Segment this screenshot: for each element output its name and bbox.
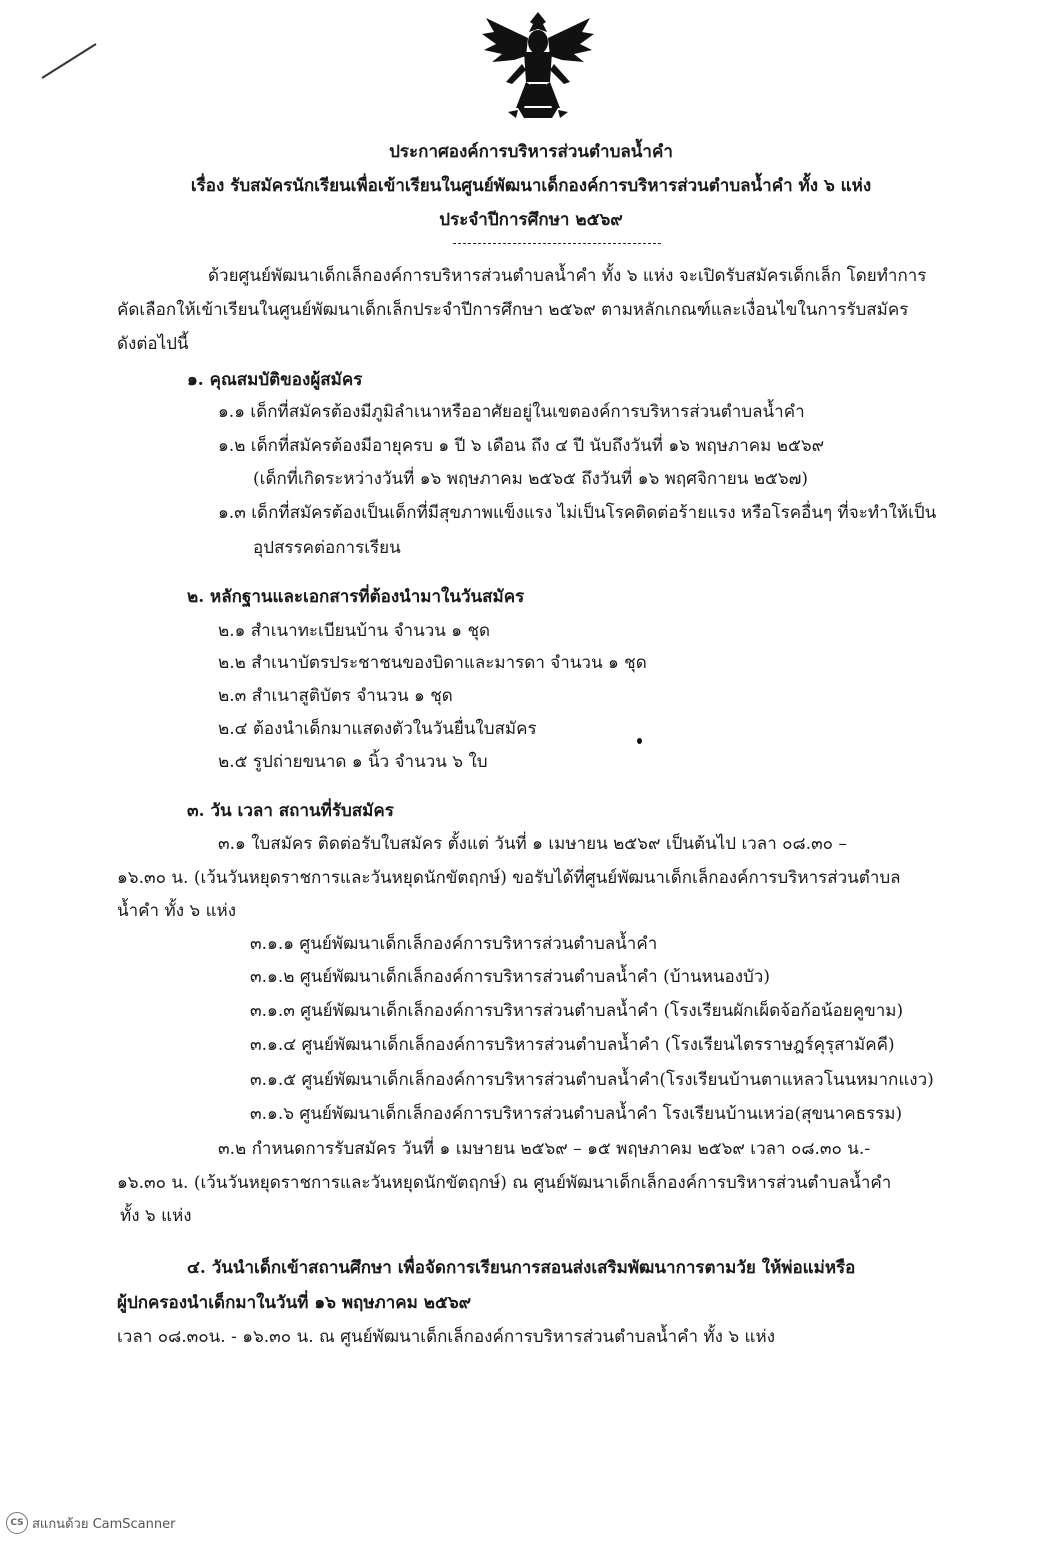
section-2-heading: ๒. หลักฐานและเอกสารที่ต้องนำมาในวันสมัคร	[187, 587, 525, 607]
section-3-p1-line: น้ำคำ ทั้ง ๖ แห่ง	[117, 901, 237, 921]
section-1-item-note: (เด็กที่เกิดระหว่างวันที่ ๑๖ พฤษภาคม ๒๕๖๕ ถึงวันที่ ๑๖ พฤศจิกายน ๒๕๖๗)	[253, 469, 809, 489]
section-1-item: ๑.๒ เด็กที่สมัครต้องมีอายุครบ ๑ ปี ๖ เดือน ถึง ๔ ปี นับถึงวันที่ ๑๖ พฤษภาคม ๒๕๖๙	[218, 436, 825, 456]
section-2-item: ๒.๕ รูปถ่ายขนาด ๑ นิ้ว จำนวน ๖ ใบ	[218, 752, 488, 772]
academic-year-line: ประจำปีการศึกษา ๒๕๖๙	[439, 210, 623, 230]
section-4-line: ๔. วันนำเด็กเข้าสถานศึกษา เพื่อจัดการเรียนการสอนส่งเสริมพัฒนาการตามวัย ให้พ่อแม่หรือ	[187, 1258, 856, 1278]
intro-line: คัดเลือกให้เข้าเรียนในศูนย์พัฒนาเด็กเล็กประจำปีการศึกษา ๒๕๖๙ ตามหลักเกณฑ์และเงื่อนไขในการรับสมัคร	[117, 300, 909, 320]
intro-line: ด้วยศูนย์พัฒนาเด็กเล็กองค์การบริหารส่วนตำบลน้ำคำ ทั้ง ๖ แห่ง จะเปิดรับสมัครเด็กเล็ก โดยทำการ	[208, 266, 927, 286]
center-item: ๓.๑.๕ ศูนย์พัฒนาเด็กเล็กองค์การบริหารส่วนตำบลน้ำคำ(โรงเรียนบ้านตาแหลวโนนหมากแงว)	[250, 1070, 934, 1090]
pen-mark	[40, 40, 100, 80]
section-3-p2-line: ๓.๒ กำหนดการรับสมัคร วันที่ ๑ เมษายน ๒๕๖๙ – ๑๕ พฤษภาคม ๒๕๖๙ เวลา ๐๘.๓๐ น.-	[218, 1139, 871, 1159]
section-1-heading: ๑. คุณสมบัติของผู้สมัคร	[187, 370, 363, 390]
center-item: ๓.๑.๒ ศูนย์พัฒนาเด็กเล็กองค์การบริหารส่วนตำบลน้ำคำ (บ้านหนองบัว)	[250, 967, 770, 987]
camscanner-logo-icon: CS	[6, 1512, 28, 1534]
announcement-title: ประกาศองค์การบริหารส่วนตำบลน้ำคำ	[389, 142, 673, 162]
center-item: ๓.๑.๑ ศูนย์พัฒนาเด็กเล็กองค์การบริหารส่วนตำบลน้ำคำ	[250, 934, 658, 954]
section-2-item: ๒.๓ สำเนาสูติบัตร จำนวน ๑ ชุด	[218, 686, 453, 706]
section-3-p2-line: ๑๖.๓๐ น. (เว้นวันหยุดราชการและวันหยุดนักขัตฤกษ์) ณ ศูนย์พัฒนาเด็กเล็กองค์การบริหารส่วนตำบลน้ำคำ	[117, 1173, 892, 1193]
camscanner-text: สแกนด้วย CamScanner	[32, 1516, 176, 1532]
garuda-emblem	[478, 8, 598, 126]
section-4-line: ผู้ปกครองนำเด็กมาในวันที่ ๑๖ พฤษภาคม ๒๕๖๙	[117, 1293, 472, 1313]
center-item: ๓.๑.๔ ศูนย์พัฒนาเด็กเล็กองค์การบริหารส่วนตำบลน้ำคำ (โรงเรียนไตรราษฎร์คุรุสามัคคี)	[250, 1035, 895, 1055]
center-item: ๓.๑.๖ ศูนย์พัฒนาเด็กเล็กองค์การบริหารส่วนตำบลน้ำคำ โรงเรียนบ้านเหว่อ(สุขนาคธรรม)	[250, 1104, 903, 1124]
section-1-item: ๑.๓ เด็กที่สมัครต้องเป็นเด็กที่มีสุขภาพแข็งแรง ไม่เป็นโรคติดต่อร้ายแรง หรือโรคอื่นๆ ที่จะทำให้เป็น	[218, 503, 937, 523]
center-item: ๓.๑.๓ ศูนย์พัฒนาเด็กเล็กองค์การบริหารส่วนตำบลน้ำคำ (โรงเรียนผักเผ็ดจ้อก้อน้อยคูขาม)	[250, 1001, 904, 1021]
announcement-subject: เรื่อง รับสมัครนักเรียนเพื่อเข้าเรียนในศูนย์พัฒนาเด็กองค์การบริหารส่วนตำบลน้ำคำ ทั้ง ๖ แห่ง	[190, 176, 872, 196]
section-2-item: ๒.๒ สำเนาบัตรประชาชนของบิดาและมารดา จำนวน ๑ ชุด	[218, 653, 647, 673]
section-1-item-cont: อุปสรรคต่อการเรียน	[253, 538, 401, 558]
section-1-item: ๑.๑ เด็กที่สมัครต้องมีภูมิลำเนาหรืออาศัยอยู่ในเขตองค์การบริหารส่วนตำบลน้ำคำ	[218, 402, 805, 422]
ink-dot	[637, 738, 642, 744]
intro-line: ดังต่อไปนี้	[117, 334, 189, 354]
header-divider	[453, 243, 661, 244]
camscanner-watermark	[6, 1512, 175, 1534]
section-3-p1-line: ๑๖.๓๐ น. (เว้นวันหยุดราชการและวันหยุดนักขัตฤกษ์) ขอรับได้ที่ศูนย์พัฒนาเด็กเล็กองค์การบริหารส่วนตำบล	[117, 868, 901, 888]
section-2-item: ๒.๔ ต้องนำเด็กมาแสดงตัวในวันยื่นใบสมัคร	[218, 719, 537, 739]
section-3-p1-line: ๓.๑ ใบสมัคร ติดต่อรับใบสมัคร ตั้งแต่ วันที่ ๑ เมษายน ๒๕๖๙ เป็นต้นไป เวลา ๐๘.๓๐ –	[218, 834, 847, 854]
section-3-p2-line: ทั้ง ๖ แห่ง	[120, 1206, 192, 1226]
section-3-heading: ๓. วัน เวลา สถานที่รับสมัคร	[187, 801, 394, 821]
section-2-item: ๒.๑ สำเนาทะเบียนบ้าน จำนวน ๑ ชุด	[218, 621, 491, 641]
section-4-time-line: เวลา ๐๘.๓๐น. - ๑๖.๓๐ น. ณ ศูนย์พัฒนาเด็กเล็กองค์การบริหารส่วนตำบลน้ำคำ ทั้ง ๖ แห่ง	[117, 1327, 776, 1347]
